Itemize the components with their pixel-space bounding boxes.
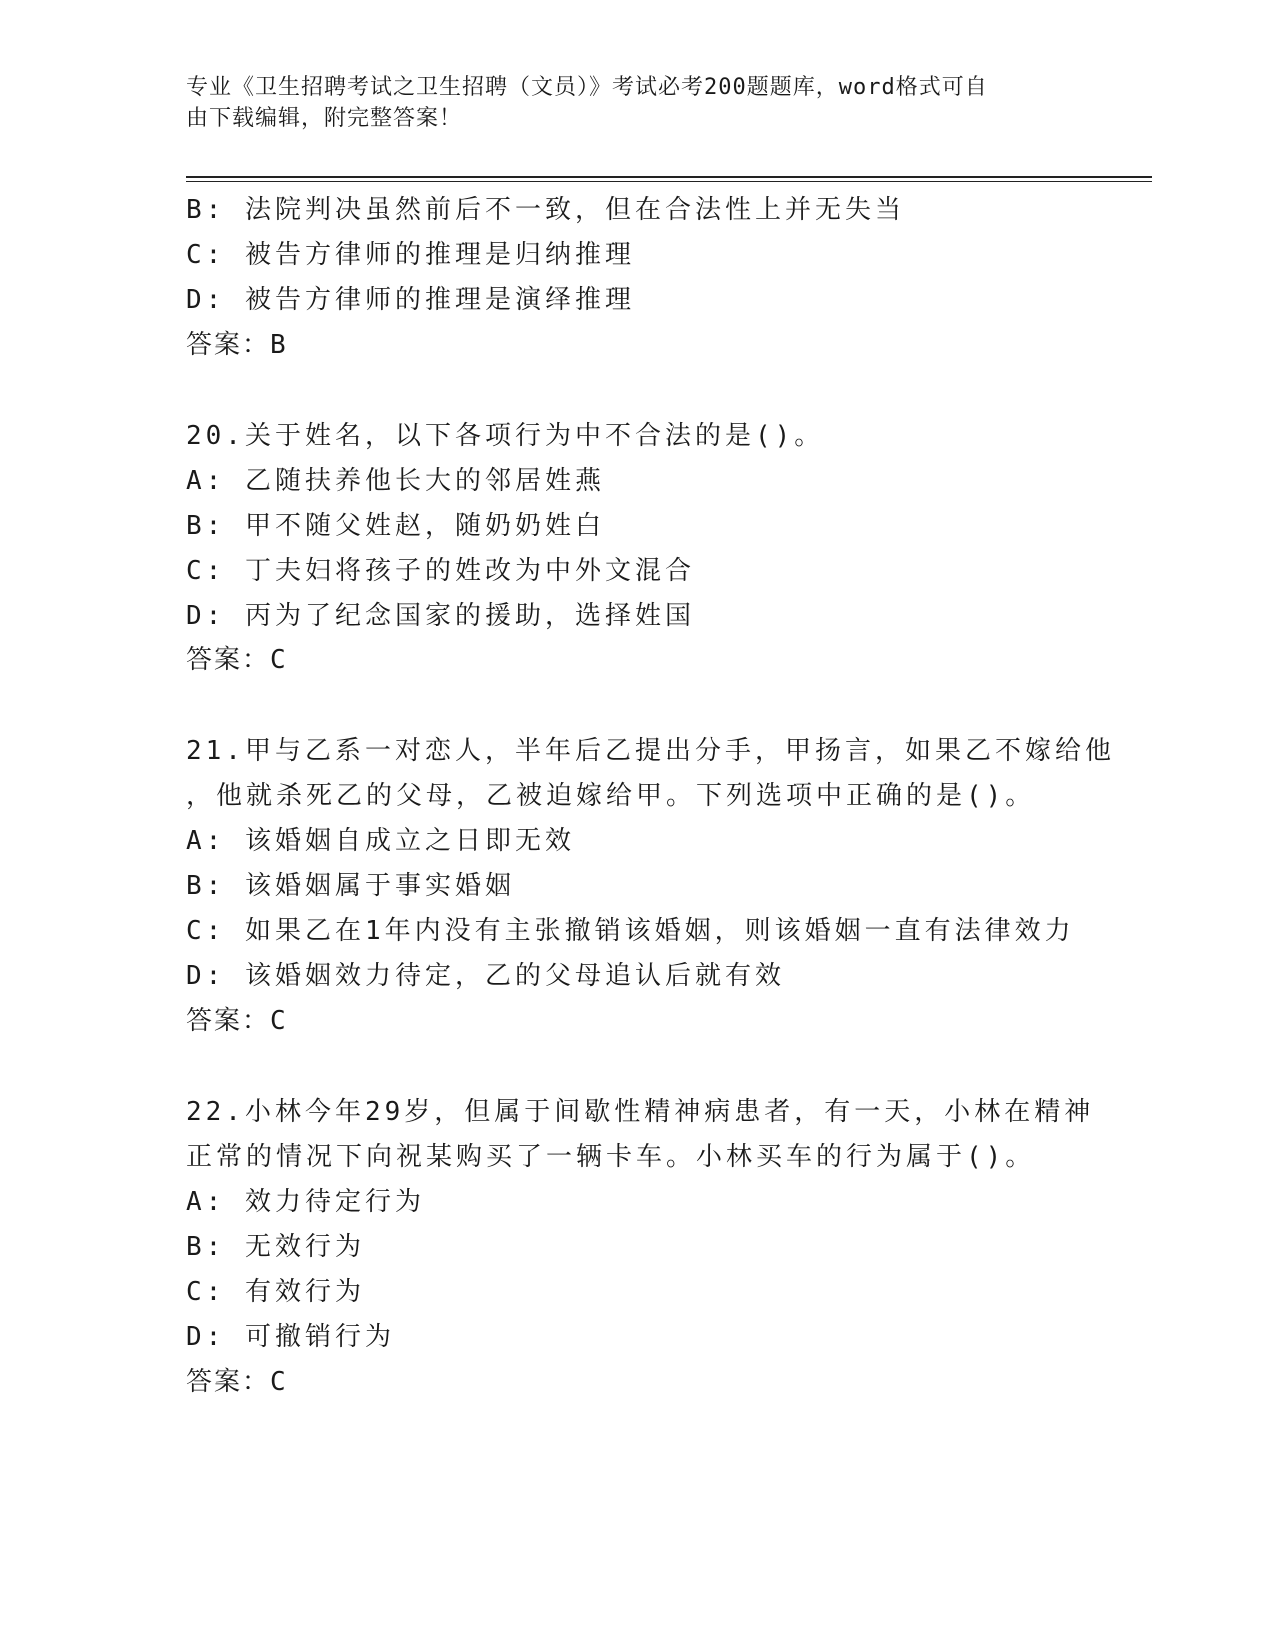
- q21-option-c: C: 如果乙在1年内没有主张撤销该婚姻，则该婚姻一直有法律效力: [186, 916, 1075, 946]
- q22-stem-line-2: 正常的情况下向祝某购买了一辆卡车。小林买车的行为属于()。: [186, 1142, 1036, 1172]
- q20-answer: 答案：C: [186, 645, 288, 675]
- q20-option-b: B: 甲不随父姓赵，随奶奶姓白: [186, 511, 605, 541]
- prev-option-b: B: 法院判决虽然前后不一致，但在合法性上并无失当: [186, 195, 905, 225]
- q20-option-a: A: 乙随扶养他长大的邻居姓燕: [186, 466, 605, 496]
- prev-option-c: C: 被告方律师的推理是归纳推理: [186, 240, 635, 270]
- header-divider: [186, 176, 1152, 178]
- q21-answer: 答案：C: [186, 1006, 288, 1036]
- q21-stem-line-2: ，他就杀死乙的父母，乙被迫嫁给甲。下列选项中正确的是()。: [186, 781, 1036, 811]
- q22-option-b: B: 无效行为: [186, 1232, 365, 1262]
- q22-answer: 答案：C: [186, 1367, 288, 1397]
- q21-option-b: B: 该婚姻属于事实婚姻: [186, 871, 515, 901]
- header-divider-thin: [186, 181, 1152, 182]
- q21-option-d: D: 该婚姻效力待定，乙的父母追认后就有效: [186, 961, 785, 991]
- q22-option-c: C: 有效行为: [186, 1277, 365, 1307]
- q21-stem-line-1: 21.甲与乙系一对恋人，半年后乙提出分手，甲扬言，如果乙不嫁给他: [186, 736, 1115, 766]
- document-header: [186, 72, 1086, 134]
- header-title-line-2: 由下载编辑，附完整答案！: [186, 106, 463, 131]
- q20-stem: 20.关于姓名，以下各项行为中不合法的是()。: [186, 421, 825, 451]
- q20-option-c: C: 丁夫妇将孩子的姓改为中外文混合: [186, 556, 695, 586]
- q20-option-d: D: 丙为了纪念国家的援助，选择姓国: [186, 601, 695, 631]
- prev-answer: 答案：B: [186, 330, 288, 360]
- q22-option-d: D: 可撤销行为: [186, 1322, 395, 1352]
- prev-option-d: D: 被告方律师的推理是演绎推理: [186, 285, 635, 315]
- header-title-line-1: 专业《卫生招聘考试之卫生招聘（文员）》考试必考200题题库，word格式可自: [186, 75, 988, 100]
- q22-stem-line-1: 22.小林今年29岁，但属于间歇性精神病患者，有一天，小林在精神: [186, 1097, 1095, 1127]
- q22-option-a: A: 效力待定行为: [186, 1187, 425, 1217]
- q21-option-a: A: 该婚姻自成立之日即无效: [186, 826, 575, 856]
